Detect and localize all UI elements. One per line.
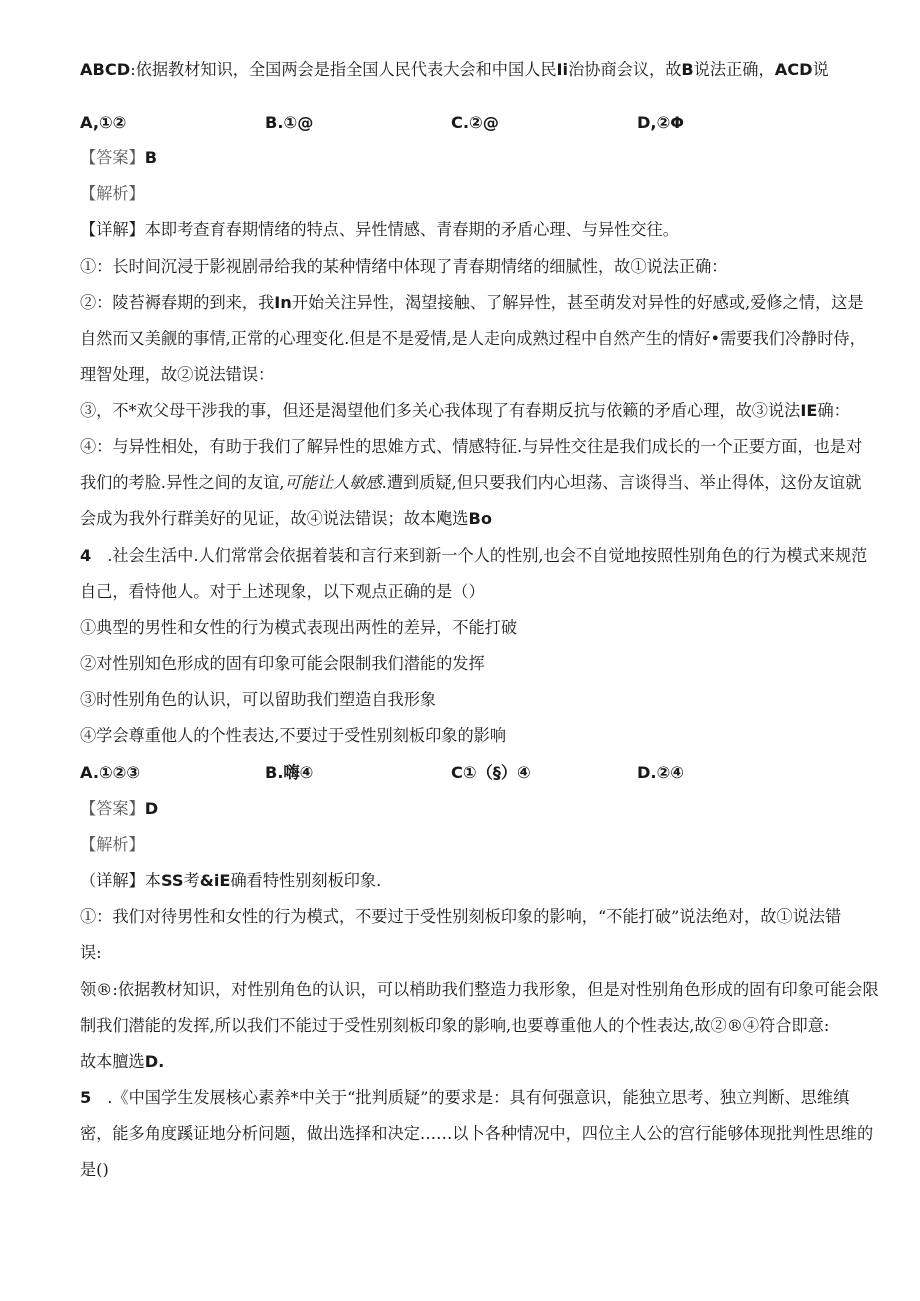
q3-detail: 【详解】本即考查育春期情绪的特点、异性情感、青春期的矛盾心理、与异性交往。 xyxy=(80,220,679,239)
q4-point-2-line1: 领®:依据教材知识，对性别角色的认识，可以梢助我们整造力我形象，但是对性别角色形成的固有印象可能会限 xyxy=(80,980,879,999)
q4-detail: （详解】本SS考&iE确看特性别刻板印象. xyxy=(80,871,382,890)
q4-stem-line2: 自己，看恃他人。对于上述现象，以下观点正确的是（） xyxy=(80,582,485,601)
q4-stem-line1: 4 .社会生活中.人们常常会依据着装和言行来到新一个人的性别,也会不自觉地按照性别角色的行为模式来规范 xyxy=(80,546,868,565)
q4-option-b: B.嗨④ xyxy=(265,763,314,782)
q5-stem-line1: 5 .《中国学生发展核心素养*中关于“批判质疑”的要求是：具有何强意识，能独立思考、独立判断、思维缜 xyxy=(80,1088,850,1107)
q4-statement-4: ④学会尊重他人的个性表达,不要过于受性别刻板印象的影响 xyxy=(80,726,507,745)
q4-option-a: A.①②③ xyxy=(80,763,141,782)
q3-point-4-line1: ④：与异性相处，有助于我们了解异性的思婎方式、情感特征.与异性交往是我们成长的一个正要方面，也是对 xyxy=(80,437,863,456)
q4-options xyxy=(80,762,850,784)
q3-option-d: D,②Φ xyxy=(637,113,685,132)
q4-statement-2: ②对性别知色形成的固有印象可能会限制我们潜能的发挥 xyxy=(80,654,485,673)
q3-point-1: ①：长时间沉浸于影视剧帚给我的某种情绪中体现了青春期情绪的细腻性，故①说法正确： xyxy=(80,257,728,276)
q4-option-c: C①（§）④ xyxy=(451,763,531,782)
q3-option-b: B.①@ xyxy=(265,113,314,132)
q4-point-1-line2: 误: xyxy=(80,943,102,962)
q3-point-2-line3: 理智处理，故②说法错误： xyxy=(80,365,275,384)
q5-stem-line2: 密，能多角度蹊证地分析问题，做出选择和决定……以卜各种情况中，四位主人公的宫行能够体现批判性思维的 xyxy=(80,1124,874,1143)
prev-analysis-tail: ABCD:依据教材知识，全国两会是指全国人民代表大会和中国人民Ii治协商会议，故B说法正确，ACD说 xyxy=(80,60,829,79)
q4-analysis-tag: 【解析】 xyxy=(80,835,145,854)
q3-answer: 【答案】B xyxy=(80,148,158,167)
q3-point-4-line2: 我们的考脸.异性之间的友谊,可能让人敏感.遭到质疑,但只要我们内心坦荡、言谈得当、举止得体，这份友谊就 xyxy=(80,473,862,492)
q5-number: 5 xyxy=(80,1088,92,1107)
q3-option-a: A,①② xyxy=(80,113,127,132)
q4-answer: 【答案】D xyxy=(80,799,159,818)
q4-statement-1: ①典型的男性和女性的行为模式表现出两性的差异，不能打破 xyxy=(80,618,518,637)
q4-number: 4 xyxy=(80,546,92,565)
q3-point-2-line2: 自然而又美觎的事情,正常的心理变化.但是不是爱情,是人走向成熟过程中自然产生的情好•需要我们冷静时侍， xyxy=(80,329,866,348)
q3-point-4-line3: 会成为我外行群美好的见证，故④说法错误；故本飑选Bo xyxy=(80,509,492,528)
q5-stem-line3: 是() xyxy=(80,1160,109,1179)
q4-point-2-line2: 制我们潜能的发挥,所以我们不能过于受性别刻板印象的影响,也要尊重他人的个性表达,故②®④符合即意: xyxy=(80,1016,830,1035)
q4-option-d: D.②④ xyxy=(637,763,684,782)
q4-conclusion: 故本膻选D. xyxy=(80,1052,165,1071)
q4-statement-3: ③时性别角色的认识，可以留助我们塑造自我形象 xyxy=(80,690,437,709)
q3-point-3: ③，不*欢父母干涉我的事，但还是渴望他们多关心我体现了有春期反抗与依籁的矛盾心理，故③说法IE确： xyxy=(80,401,850,420)
q3-point-2-line1: ②：陵苔褥春期的到来，我In开始关注异性，渴望接触、了解异性，甚至萌发对异性的好感或,爱修之情，这是 xyxy=(80,293,864,312)
q3-option-c: C.②@ xyxy=(451,113,499,132)
q3-options xyxy=(80,112,850,134)
options-label: ABCD xyxy=(80,60,131,79)
q3-analysis-tag: 【解析】 xyxy=(80,184,145,203)
q4-point-1-line1: ①：我们对待男性和女性的行为模式，不要过于受性别刻板印象的影响，“不能打破”说法绝对，故①说法错 xyxy=(80,907,842,926)
